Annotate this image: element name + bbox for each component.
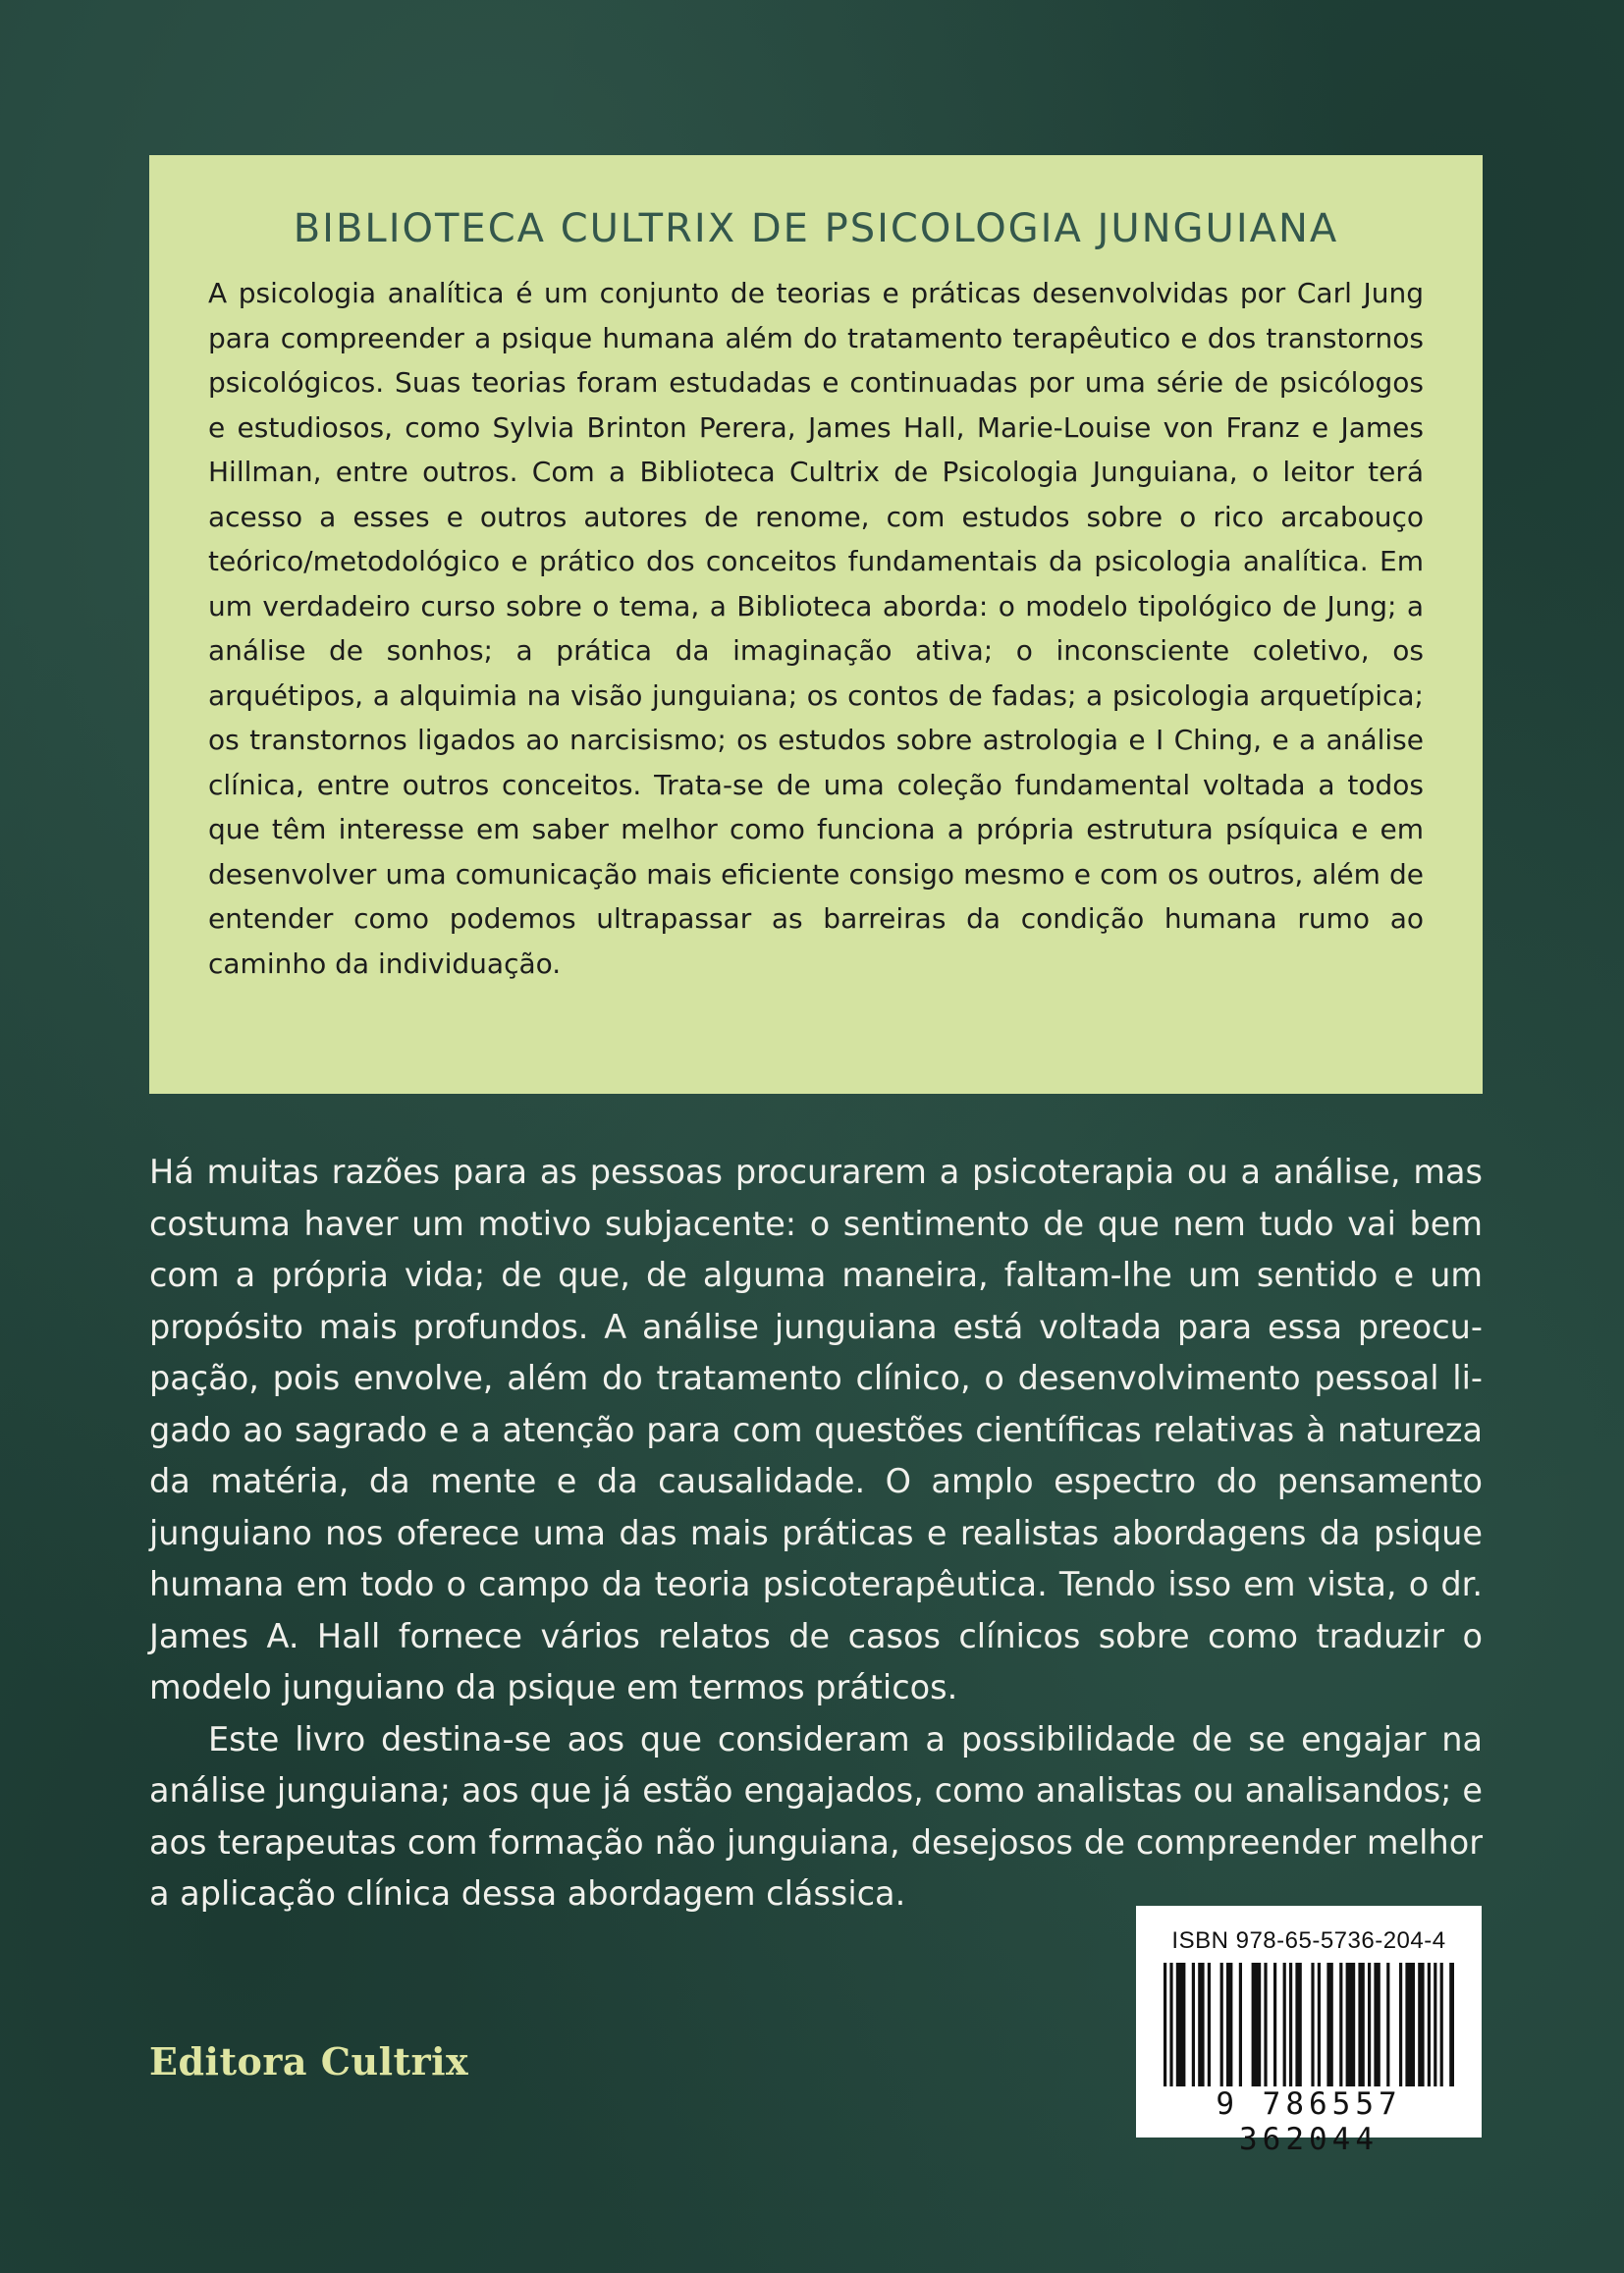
isbn-barcode [1136,1906,1482,2157]
series-info-box [149,155,1483,1094]
barcode-bar [1192,1963,1195,2086]
barcode-digits: 9 786557 362044 [1216,2086,1402,2157]
barcode-bar [1311,1963,1314,2086]
barcode-bar [1358,1963,1364,2086]
barcode-bar [1405,1963,1415,2086]
back-cover-blurb [149,1147,1483,1921]
barcode-bar [1428,1963,1431,2086]
barcode-bar [1283,1963,1286,2086]
barcode-bar [1346,1963,1356,2086]
barcode-bar [1252,1963,1262,2086]
series-description: A psicologia analítica é um conjunto de teorias e práticas desenvolvidas por Carl Jung para compreender a psique humana além do tratamento terapêutico e dos transtornos psicológicos. Suas teorias foram estudadas e continuadas por uma série de psicólogos e estudiosos, como Sylvia Brinton Perera, James Hall, Marie-Louise von Franz e James Hillman, entre outros. Com a Biblioteca Cultrix de Psicologia Junguiana, o leitor terá acesso a esses e outros autores de renome, com estudos sobre o rico arcabouço teórico/metodológico e prático dos conceitos fundamentais da psicologia analítica. Em um verdadeiro curso sobre o tema, a Biblioteca aborda: o modelo tipológico de Jung; a análise de sonhos; a prática da imaginação ativa; o inconsciente coletivo, os arquétipos, a alquimia na visão junguiana; os contos de fadas; a psicologia arquetípica; os transtornos ligados ao narcisismo; os estudos sobre astrologia e I Ching, e a análise clínica, entre outros conceitos. Trata-se de uma coleção fundamental voltada a todos que têm interesse em saber melhor como funciona a própria estrutura psíquica e em desenvolver uma comunicação mais eficiente consigo mesmo e com os outros, além de entender como podemos ultrapassar as barreiras da condição humana rumo ao caminho da individuação. [208,277,1424,980]
barcode-bar [1434,1963,1436,2086]
barcode-bar [1226,1963,1232,2086]
barcode-bar [1239,1963,1242,2086]
barcode-bar [1264,1963,1267,2086]
barcode-bar [1386,1963,1389,2086]
publisher-logo: Editora Cultrix [149,2039,469,2084]
barcode-bar [1368,1963,1371,2086]
barcode-bar [1295,1963,1301,2086]
barcode-bar [1220,1963,1223,2086]
blurb-paragraph-2: Este livro destina-se aos que consideram a possibilidade de se engajar na análise junguiana; aos que já estão engajados, como analistas ou analisandos; e aos terapeutas com formação não junguiana, desejosos de compreender melhor a aplicação clínica dessa abordagem clássica. [149,1719,1483,1913]
series-title: BIBLIOTECA CULTRIX DE PSICOLOGIA JUNGUIANA [293,206,1339,251]
blurb-paragraph-1: Há muitas razões para as pessoas procurarem a psicoterapia ou a análise, mas costuma haver um motivo subjacente: o sentimento de que nem tudo vai bem com a própria vida; de que, de alguma maneira, faltam-lhe um sentido e um propósito mais profundos. A análise junguiana está voltada para essa preocupação, pois envolve, além do tratamento clínico, o desenvolvimento pessoal ligado ao sagrado e a atenção para com questões científicas relativas à natureza da matéria, da mente e da causalidade. O amplo espectro do pensamento junguiano nos oferece uma das mais práticas e realistas abordagens da psique humana em todo o campo da teoria psicoterapêutica. Tendo isso em vista, o dr. James A. Hall fornece vários relatos de casos clínicos sobre como traduzir o modelo junguiano da psique em termos práticos. [149,1153,1483,1706]
barcode-bar [1418,1963,1424,2086]
barcode-bar [1318,1963,1321,2086]
barcode-bar [1449,1963,1454,2086]
barcode-bars [1164,1963,1454,2086]
barcode-bar [1273,1963,1276,2086]
isbn-label: ISBN 978-65-5736-204-4 [1171,1927,1446,1954]
barcode-bar [1208,1963,1211,2086]
barcode-bar [1289,1963,1292,2086]
barcode-bar [1164,1963,1166,2086]
barcode-bar [1374,1963,1380,2086]
barcode-bar [1399,1963,1402,2086]
barcode-bar [1169,1963,1172,2086]
barcode-bar [1326,1963,1332,2086]
barcode-bar [1198,1963,1204,2086]
barcode-bar [1176,1963,1186,2086]
barcode-bar [1339,1963,1342,2086]
barcode-bar [1440,1963,1443,2086]
